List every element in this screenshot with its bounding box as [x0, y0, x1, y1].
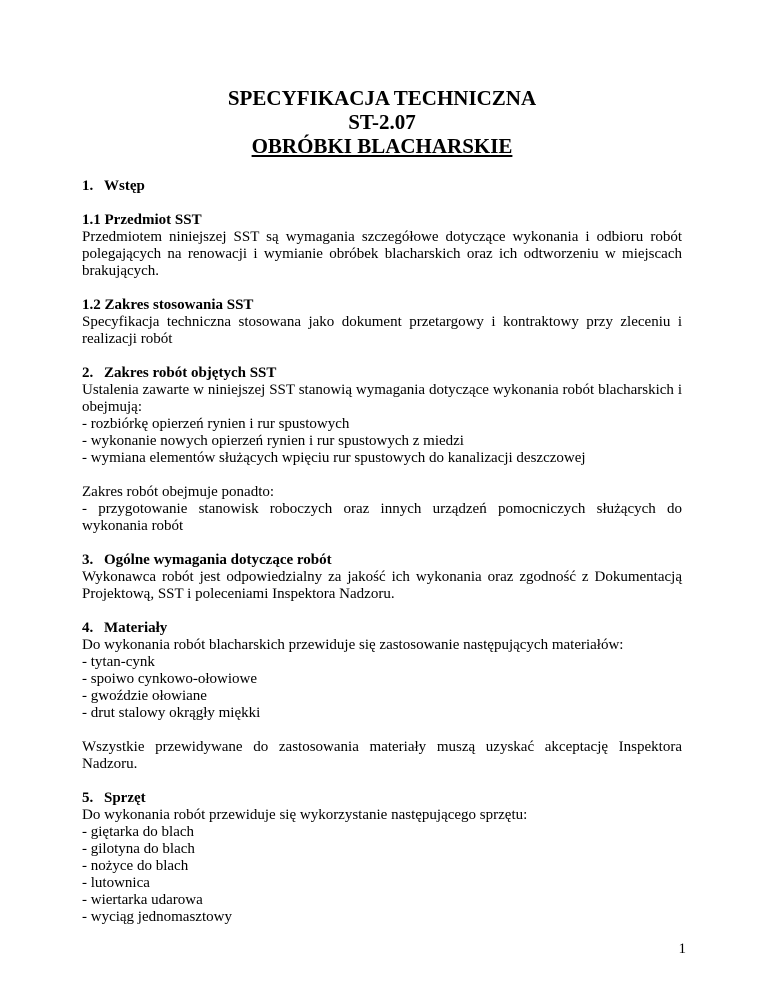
- list-item: - rozbiórkę opierzeń rynien i rur spustowych: [82, 416, 350, 432]
- section-3-text: Wykonawca robót jest odpowiedzialny za jakość ich wykonania oraz zgodność z Dokumentacją Projektową, SST i poleceniami Inspektora Nadzoru.: [82, 569, 682, 602]
- section-5-text: Do wykonania robót przewiduje się wykorzystanie następującego sprzętu:: [82, 807, 528, 823]
- section-1-title: Wstęp: [104, 178, 145, 194]
- section-2-list: [82, 416, 682, 467]
- section-1-1-text: Przedmiotem niniejszej SST są wymagania szczegółowe dotyczące wykonania i odbioru robót polegających na renowacji i wymianie obróbek blacharskich oraz ich odtworzeniu w miejscach brakujących.: [82, 229, 682, 279]
- section-4-title: Materiały: [104, 620, 168, 636]
- document-page: [82, 80, 682, 943]
- section-4-text: Do wykonania robót blacharskich przewiduje się zastosowanie następujących materiałów:: [82, 637, 624, 653]
- section-3-heading: [82, 552, 682, 569]
- list-item: - tytan-cynk: [82, 654, 155, 670]
- section-5-title: Sprzęt: [104, 790, 146, 806]
- section-1-2-text: Specyfikacja techniczna stosowana jako dokument przetargowy i kontraktowy przy zleceniu i realizacji robót: [82, 314, 682, 347]
- section-1-1: [82, 212, 682, 280]
- section-4-heading: [82, 620, 682, 637]
- list-item: - gwoździe ołowiane: [82, 688, 207, 704]
- section-1-2: [82, 297, 682, 348]
- section-5-heading: [82, 790, 682, 807]
- section-3: [82, 552, 682, 603]
- section-3-title: Ogólne wymagania dotyczące robót: [104, 552, 332, 568]
- list-item: - giętarka do blach: [82, 824, 195, 840]
- list-item: - drut stalowy okrągły miękki: [82, 705, 261, 721]
- section-2-text-2: Zakres robót obejmuje ponadto:: [82, 484, 275, 500]
- section-2: [82, 365, 682, 535]
- section-4-number: 4.: [82, 620, 94, 636]
- title-line-2: ST-2.07: [348, 110, 416, 134]
- list-item: - wiertarka udarowa: [82, 892, 203, 908]
- list-item: - wykonanie nowych opierzeń rynien i rur spustowych z miedzi: [82, 433, 464, 449]
- list-item: - nożyce do blach: [82, 858, 189, 874]
- section-5-number: 5.: [82, 790, 94, 806]
- title-line-3: OBRÓBKI BLACHARSKIE: [251, 134, 513, 158]
- section-4: [82, 620, 682, 773]
- section-2-title: Zakres robót objętych SST: [104, 365, 277, 381]
- section-2-text: Ustalenia zawarte w niniejszej SST stanowią wymagania dotyczące wykonania robót blacharskich i obejmują:: [82, 382, 682, 415]
- section-1-1-heading: 1.1 Przedmiot SST: [82, 212, 202, 228]
- document-title: [82, 86, 682, 158]
- title-line-1: SPECYFIKACJA TECHNICZNA: [227, 86, 537, 110]
- list-item: - lutownica: [82, 875, 150, 891]
- section-2-number: 2.: [82, 365, 94, 381]
- section-5-list: [82, 824, 682, 926]
- section-4-text-2: Wszystkie przewidywane do zastosowania materiały muszą uzyskać akceptację Inspektora Nadzoru.: [82, 739, 682, 772]
- list-item: - gilotyna do blach: [82, 841, 195, 857]
- page-number: 1: [678, 941, 686, 957]
- section-2-heading: [82, 365, 682, 382]
- section-2-text-3: - przygotowanie stanowisk roboczych oraz innych urządzeń pomocniczych służących do wykonania robót: [82, 501, 682, 534]
- section-4-list: [82, 654, 682, 722]
- section-1-heading: [82, 178, 682, 195]
- section-1: [82, 178, 682, 195]
- section-3-number: 3.: [82, 552, 94, 568]
- section-1-2-heading: 1.2 Zakres stosowania SST: [82, 297, 254, 313]
- list-item: - spoiwo cynkowo-ołowiowe: [82, 671, 257, 687]
- list-item: - wymiana elementów służących wpięciu rur spustowych do kanalizacji deszczowej: [82, 450, 586, 466]
- section-1-number: 1.: [82, 178, 94, 194]
- section-5: [82, 790, 682, 926]
- list-item: - wyciąg jednomasztowy: [82, 909, 232, 925]
